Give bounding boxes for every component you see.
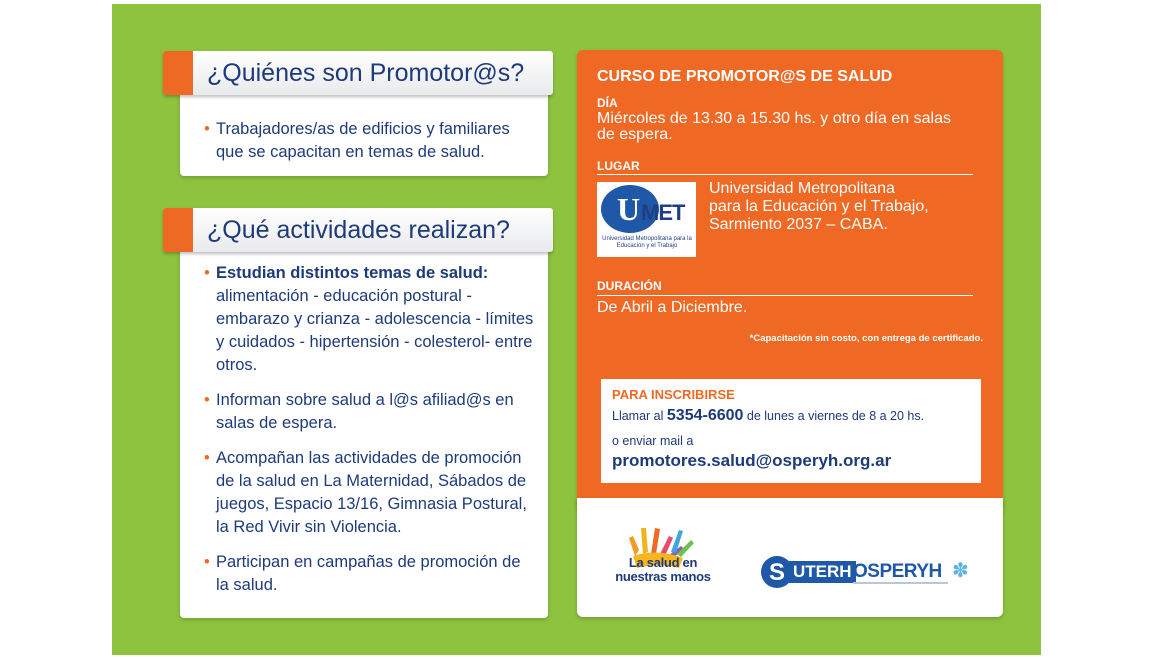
list-item: • Estudian distintos temas de salud: alimentación - educación postural - embarazo y crianza - adolescencia - límites y cuidados - hipertensión - colesterol- entre otros.: [204, 262, 534, 377]
banner-tab: [163, 208, 193, 252]
course-card: [577, 50, 1003, 512]
list-item: • Trabajadores/as de edificios y familiares que se capacitan en temas de salud.: [204, 118, 534, 164]
duracion-text: De Abril a Diciembre.: [597, 299, 748, 316]
umet-u: U: [617, 191, 641, 227]
phone-number[interactable]: 5354-6600: [666, 407, 744, 424]
duracion-rule: [597, 295, 973, 296]
quienes-title: ¿Quiénes son Promotor@s?: [207, 59, 525, 87]
lugar-rule: [597, 174, 973, 175]
suterh-box: UTERH: [789, 561, 856, 583]
actividades-banner: [163, 208, 553, 252]
list-item: • Acompañan las actividades de promoción de la salud en La Maternidad, Sábados de juegos, Espacio 13/16, Gimnasia Postural, la Red Vivir sin Violencia.: [204, 447, 534, 539]
dia-text: Miércoles de 13.30 a 15.30 hs. y otro día en salas de espera.: [597, 110, 951, 143]
actividades-card: [180, 240, 548, 618]
inscribir-mail-line: o enviar mail a: [612, 434, 694, 448]
actividades-list: [204, 262, 534, 609]
email-link[interactable]: promotores.salud@osperyh.org.ar: [612, 451, 892, 470]
duracion-label: DURACIÓN: [597, 279, 662, 293]
course-title: CURSO DE PROMOTOR@S DE SALUD: [597, 68, 893, 85]
flower-icon: ✽: [952, 560, 969, 582]
umet-caption: Universidad Metropolitana para la Educación y el Trabajo: [602, 236, 692, 249]
umet-met: MET: [641, 200, 685, 225]
list-item: • Informan sobre salud a l@s afiliad@s en salas de espera.: [204, 389, 534, 435]
suterh-s-circle: S: [761, 556, 793, 588]
inscribir-phone-line: Llamar al 5354-6600 de lunes a viernes de 8 a 20 hs.: [612, 407, 925, 424]
quienes-card: [180, 84, 548, 176]
umet-logo: [597, 182, 696, 257]
osperyh-text: OSPERYH: [853, 561, 942, 582]
quienes-list: [204, 118, 534, 176]
lugar-label: LUGAR: [597, 159, 640, 173]
list-item-lead: Estudian distintos temas de salud:: [216, 264, 489, 282]
actividades-title: ¿Qué actividades realizan?: [207, 216, 510, 244]
logos-panel: [577, 498, 1003, 617]
inscribir-box: [601, 379, 981, 483]
osperyh-subline: [853, 582, 948, 584]
banner-tab: [163, 51, 193, 95]
hands-text: La salud en nuestras manos: [615, 555, 711, 584]
inscribir-title: PARA INSCRIBIRSE: [612, 387, 735, 402]
dia-label: DÍA: [597, 96, 618, 110]
course-note: *Capacitación sin costo, con entrega de certificado.: [749, 333, 983, 344]
list-item: • Participan en campañas de promoción de la salud.: [204, 551, 534, 597]
quienes-banner: [163, 51, 553, 95]
lugar-address: Universidad Metropolitana para la Educación y el Trabajo, Sarmiento 2037 – CABA.: [709, 180, 929, 233]
